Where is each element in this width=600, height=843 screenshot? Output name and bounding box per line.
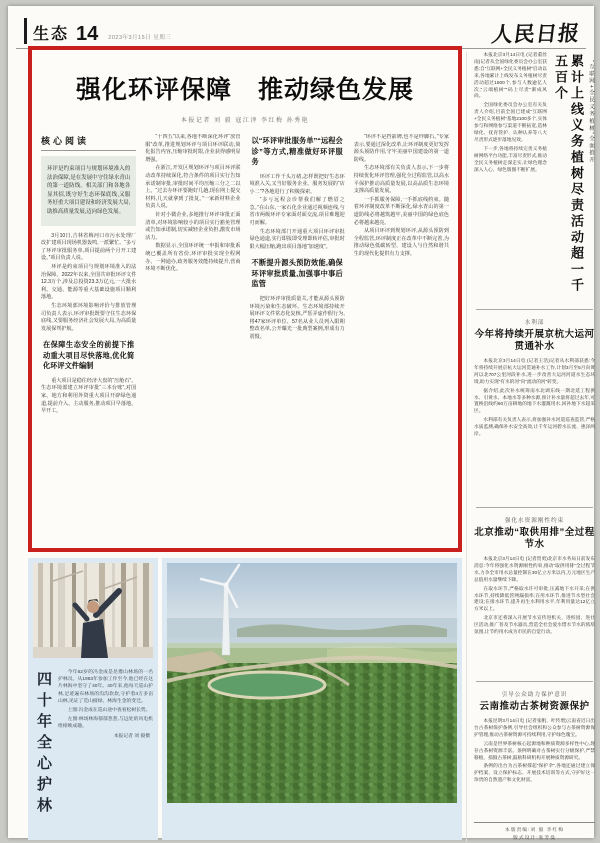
paragraph: 本报记者 刘 毅摄 bbox=[113, 733, 150, 739]
article-subheading-1: 以“环评审批服务单”“远程会诊”等方式,精准做好环评服务 bbox=[251, 136, 343, 166]
paragraph: 把好环评审批质量关,才能从源头预防环境污染和生态破坏。生态环境部持续开展环评文件常态化复核,严惩弄虚作假行为,将47家环评单位、57名从业人员列入限期整改名单,公开曝光一批典型案例,形成有力震慑。 bbox=[249, 295, 345, 340]
article-headline: 北京推动“取供用排”全过程节水 bbox=[474, 527, 595, 550]
article-column-4 bbox=[354, 134, 449, 522]
forest-ranger-photo bbox=[33, 563, 153, 658]
paragraph: 从项目环评到规划环评,从源头预防到全程监管,环评制度正在改革中不断完善,为推动绿色低碳转型、建设人与自然和谐共生的现代化提供有力支撑。 bbox=[353, 228, 449, 257]
footer-designer: 版式设计:张芳曼 bbox=[513, 835, 556, 841]
column-3-body-a bbox=[250, 174, 345, 252]
sidebar-article-canal-water bbox=[474, 318, 595, 500]
sidebar-divider bbox=[476, 507, 593, 508]
highlighted-main-article bbox=[28, 46, 462, 552]
forest-aerial-photo bbox=[167, 563, 457, 803]
paragraph: 本报北京3月14日电 (记者董丝雨)记者从全国绿化委员会办公室获悉:自“互联网+全民义务植树”启动以来,各地累计上线发布义务植树尽责活动超过1500个,参与人数逾亿人次,“云端植树”“码上尽责”渐成风尚。 bbox=[474, 52, 547, 99]
column-2-body bbox=[145, 134, 240, 274]
column-1-body bbox=[41, 233, 136, 334]
forest-ranger-feature bbox=[28, 558, 158, 840]
article-kicker: “互联网+全民义务植树”全面推开 bbox=[588, 60, 594, 164]
sidebar-divider bbox=[476, 681, 593, 682]
paragraph: 在取水环节,严格取水许可审批,压减地下水开采;在供水环节,持续降低管网漏损率;在用水环节,推进节水型社会建设;在排水环节,提升再生水利用水平,年利用量达12亿立方米以上。 bbox=[474, 585, 595, 612]
article-headline: 今年将持续开展京杭大运河贯通补水 bbox=[474, 329, 595, 352]
article-subheading-2: 在保障生态安全的前提下推动重大项目尽快落地,优化简化环评文件编制 bbox=[43, 340, 135, 371]
article-column-3 bbox=[250, 134, 345, 522]
paragraph: 数据显示,全国环评统一申报和审批系统已覆盖所有省份,环评审批实现全程网办、一网通办,政务服务效能持续提升,营商环境不断优化。 bbox=[145, 243, 241, 273]
page-number: 14 bbox=[76, 23, 99, 45]
page-date: 2023年3月15日 星期三 bbox=[108, 35, 172, 41]
paragraph: 一手抓服务保障,一手抓底线约束。随着环评制度改革不断深化,绿水青山的第一道防线必将越筑越牢,美丽中国的绿色底色必将越来越亮。 bbox=[353, 196, 449, 226]
paragraph: 生态环境部有关负责人表示,下一步将持续优化环评管理,强化全过程监管,以高水平保护推动高质量发展,以高品质生态环境支撑高质量发展。 bbox=[353, 165, 449, 195]
paragraph: 本报昆明3月14日电 (记者张帆、叶传增)云南省近日出台古茶树保护条例,引导社会组织和公众参与古茶树资源保护管理,推动古茶树资源可持续利用,守护绿色瑰宝。 bbox=[474, 718, 595, 737]
paragraph: 生态环境部门开通重大项目环评审批绿色通道,实行即报即受理即转评估,审批时限大幅压缩,跑出项目落地“加速度”。 bbox=[249, 228, 345, 250]
article-subheading-3: 不断提升源头预防效能,确保环评审批质量,加强事中事后监管 bbox=[251, 258, 343, 289]
column-4-body bbox=[354, 134, 449, 259]
feature-text-row bbox=[33, 665, 153, 833]
paragraph: 生态环境部环境影响评价与排放管理司负责人表示,环评审批既要守住生态环保底线,又要服务经济社会发展大局,为高质量发展保驾护航。 bbox=[41, 302, 137, 332]
sidebar bbox=[466, 52, 598, 842]
article-headline: 累计上线义务植树尽责活动超一千五百个 bbox=[553, 54, 584, 294]
core-reading-rule bbox=[41, 150, 136, 151]
article-byline: 本报记者 刘 毅 寇江泽 李红梅 孙秀艳 bbox=[180, 118, 310, 124]
paragraph: 北京市还将深入开展节水宣传进机关、进校园、进社区活动,推广普及节水器具,营造全社会爱水惜水节水的浓厚氛围,让节约用水成为市民的自觉行动。 bbox=[474, 615, 595, 635]
newspaper-page bbox=[8, 6, 595, 841]
paragraph: 重大项目是稳住经济大盘的“压舱石”。生态环境部建立环评审批“三本台账”,对国家、地方和利用外资重大项目开辟绿色通道,提前介入、主动服务,推动项目早落地、早开工。 bbox=[41, 377, 137, 415]
paragraph: 全国绿化委员会办公室有关负责人介绍,目前全国已建成“互联网+全民义务植树”基地2100多个,实体参与和网络参与渠道不断拓宽,造林绿化、抚育管护、认种认养等八大尽责形式逐步落地见效。 bbox=[474, 102, 547, 142]
paragraph: “十四五”以来,各地不断深化环评“放管服”改革,推进规划环评与项目环评联动,简化报告内容,压缩审批时限,企业获得感明显增强。 bbox=[145, 134, 241, 163]
article-kicker: 水利部 bbox=[524, 320, 545, 326]
article-columns bbox=[41, 134, 449, 522]
aerial-photo-panel bbox=[162, 558, 462, 840]
article-body bbox=[474, 358, 595, 438]
paragraph: “环评不是挡箭牌,也不是绊脚石。”专家表示,要通过深化改革,让环评制度更好发挥源头预防作用,守牢美丽中国建设的第一道防线。 bbox=[353, 134, 449, 163]
paragraph: 今年62岁的冯金成是昆嵛山林场的一名护林员。从1983年参加工作至今,他已经在这片林海中坚守了40年。40年来,他每天巡山护林,足迹遍布林场的沟沟坎坎,守护着4万多亩山林,见证了荒山披绿、林海生金的变迁。 bbox=[58, 670, 153, 704]
paragraph: 3月10日,吉林省梅河口市污水处理厂改扩建项目现场机器轰鸣,一派繁忙。“多亏了环评审批服务单,项目提前两个月开工建设。”项目负责人说。 bbox=[41, 232, 137, 262]
page-header bbox=[24, 18, 171, 44]
article-body bbox=[474, 718, 595, 784]
sidebar-article-tree-planting bbox=[474, 52, 595, 302]
paragraph: 水利部有关负责人表示,将加强补水河道巡查监管,严格水质监测,确保补水安全高效,让千年运河碧水长流、惠泽两岸。 bbox=[474, 417, 595, 437]
sidebar-divider bbox=[476, 309, 593, 310]
paragraph: 在浙江,开发区规划环评与项目环评联动改革持续深化,符合条件的项目实行告知承诺制审批,审批时间平均压缩三分之二以上。“过去办环评要跑好几趟,现在网上提交材料,几天就拿到了批复。”一家新材料企业负责人说。 bbox=[145, 165, 241, 210]
paragraph: 下一步,各地将持续完善义务植树网络平台功能,丰富尽责形式,推动全民义务植树走深走实,让绿色理念深入人心、绿色版图不断扩展。 bbox=[474, 145, 547, 172]
paragraph: 左图:林场林海郁郁葱葱,与远处的风电机组相映成趣。 bbox=[58, 717, 153, 730]
paragraph: 条例的出台为古茶树撑起“保护伞”,各地还通过建立保护档案、设立保护标志、开展技术培训等方式,守护好这一珍贵的自然遗产和文化财富。 bbox=[474, 763, 595, 783]
paragraph: 环评是约束项目与规划环境准入的法治保障。2022年以来,全国共审批环评文件12.3万个,涉及总投资23.3万亿元,一大批水利、交通、能源等重大基础设施项目顺利落地。 bbox=[41, 263, 137, 301]
article-kicker: 强化水资源刚性约束 bbox=[504, 518, 565, 524]
article-column-2 bbox=[145, 134, 240, 522]
sidebar-article-beijing-water bbox=[474, 516, 595, 674]
paragraph: 云南是世界茶树核心起源地和种质资源多样性中心,现存古茶树资源丰富。条例明确对古茶树实行分级保护,严禁移植、损毁古茶树,鼓励科研机构开展种质资源研究。 bbox=[474, 740, 595, 760]
paragraph: 本报北京3月14日电 (记者贺勇)北京市水务局日前发布消息:今年将强化水资源刚性约束,推动“取供用排”全过程节水,力争全市用水总量控制在30亿立方米以内,万元地区生产总值用水量继续下降。 bbox=[474, 556, 595, 582]
article-body bbox=[474, 556, 595, 636]
paragraph: “多亏远程会诊帮我们解了燃眉之急。”在山东,一家石化企业通过视频连线,与省市两级环评专家面对面交流,项目难题迎刃而解。 bbox=[249, 197, 345, 227]
paragraph: 上图:冯金成在巡山途中查看松树长势。 bbox=[67, 708, 151, 714]
paragraph: 环评工作千头万绪,怎样既把好生态环境准入关,又当好服务企业、服务发展的“店小二”?各地进行了积极探索。 bbox=[249, 173, 345, 195]
core-reading-label: 核心阅读 bbox=[41, 136, 90, 146]
feature-vertical-title: 四十年全心护林 bbox=[35, 671, 53, 818]
article-column-1 bbox=[41, 134, 136, 522]
core-reading-summary: 环评是约束项目与规划环境准入的法治保障,是在发展中守住绿水青山的第一道防线。相关部门和各地各显其招,既守好生态环保底线,又服务好重大项目建设和经济发展大局,助推高质量发展,迈向绿色发展。 bbox=[41, 156, 136, 226]
vertical-headline-block bbox=[552, 52, 595, 296]
column-3-body-b bbox=[250, 296, 345, 342]
masthead-logo: 人民日报 bbox=[490, 20, 582, 47]
footer-editors: 本版责编:刘 毅 李红梅 bbox=[504, 828, 565, 833]
paragraph: 针对小微企业,多地推行环评审批正面清单,对环境影响较小的项目实行豁免管理或告知承诺制,切实减轻企业负担,激发市场活力。 bbox=[145, 211, 241, 241]
article-headline: 云南推动古茶树资源保护 bbox=[479, 701, 590, 712]
sidebar-article-tea-trees bbox=[474, 690, 595, 818]
section-name: 生态 bbox=[33, 26, 70, 43]
paragraph: 据介绍,此次补水统筹南水北调东线一期北延工程供水、引黄水、本地水等多种水源,预计补水量将超过去年,可置换沿线约60万亩耕地的地下水灌溉用水,回补地下水超采区。 bbox=[474, 387, 595, 414]
sidebar-footer bbox=[474, 822, 595, 842]
article-kicker: 引导公众助力保护意识 bbox=[501, 692, 568, 698]
feature-captions bbox=[58, 669, 153, 833]
article-title: 强化环评保障 推动绿色发展 bbox=[75, 76, 414, 104]
paragraph: 本报北京3月14日电 (记者王浩)记者从水利部获悉:今年将持续开展京杭大运河贯通补水工作,计划3月至5月向黄河以北707公里河段补水,进一步改善大运河河道水生态环境,助力实现“有水的河”向“流动的河”转变。 bbox=[474, 358, 595, 384]
column-1-body-b bbox=[41, 378, 136, 416]
